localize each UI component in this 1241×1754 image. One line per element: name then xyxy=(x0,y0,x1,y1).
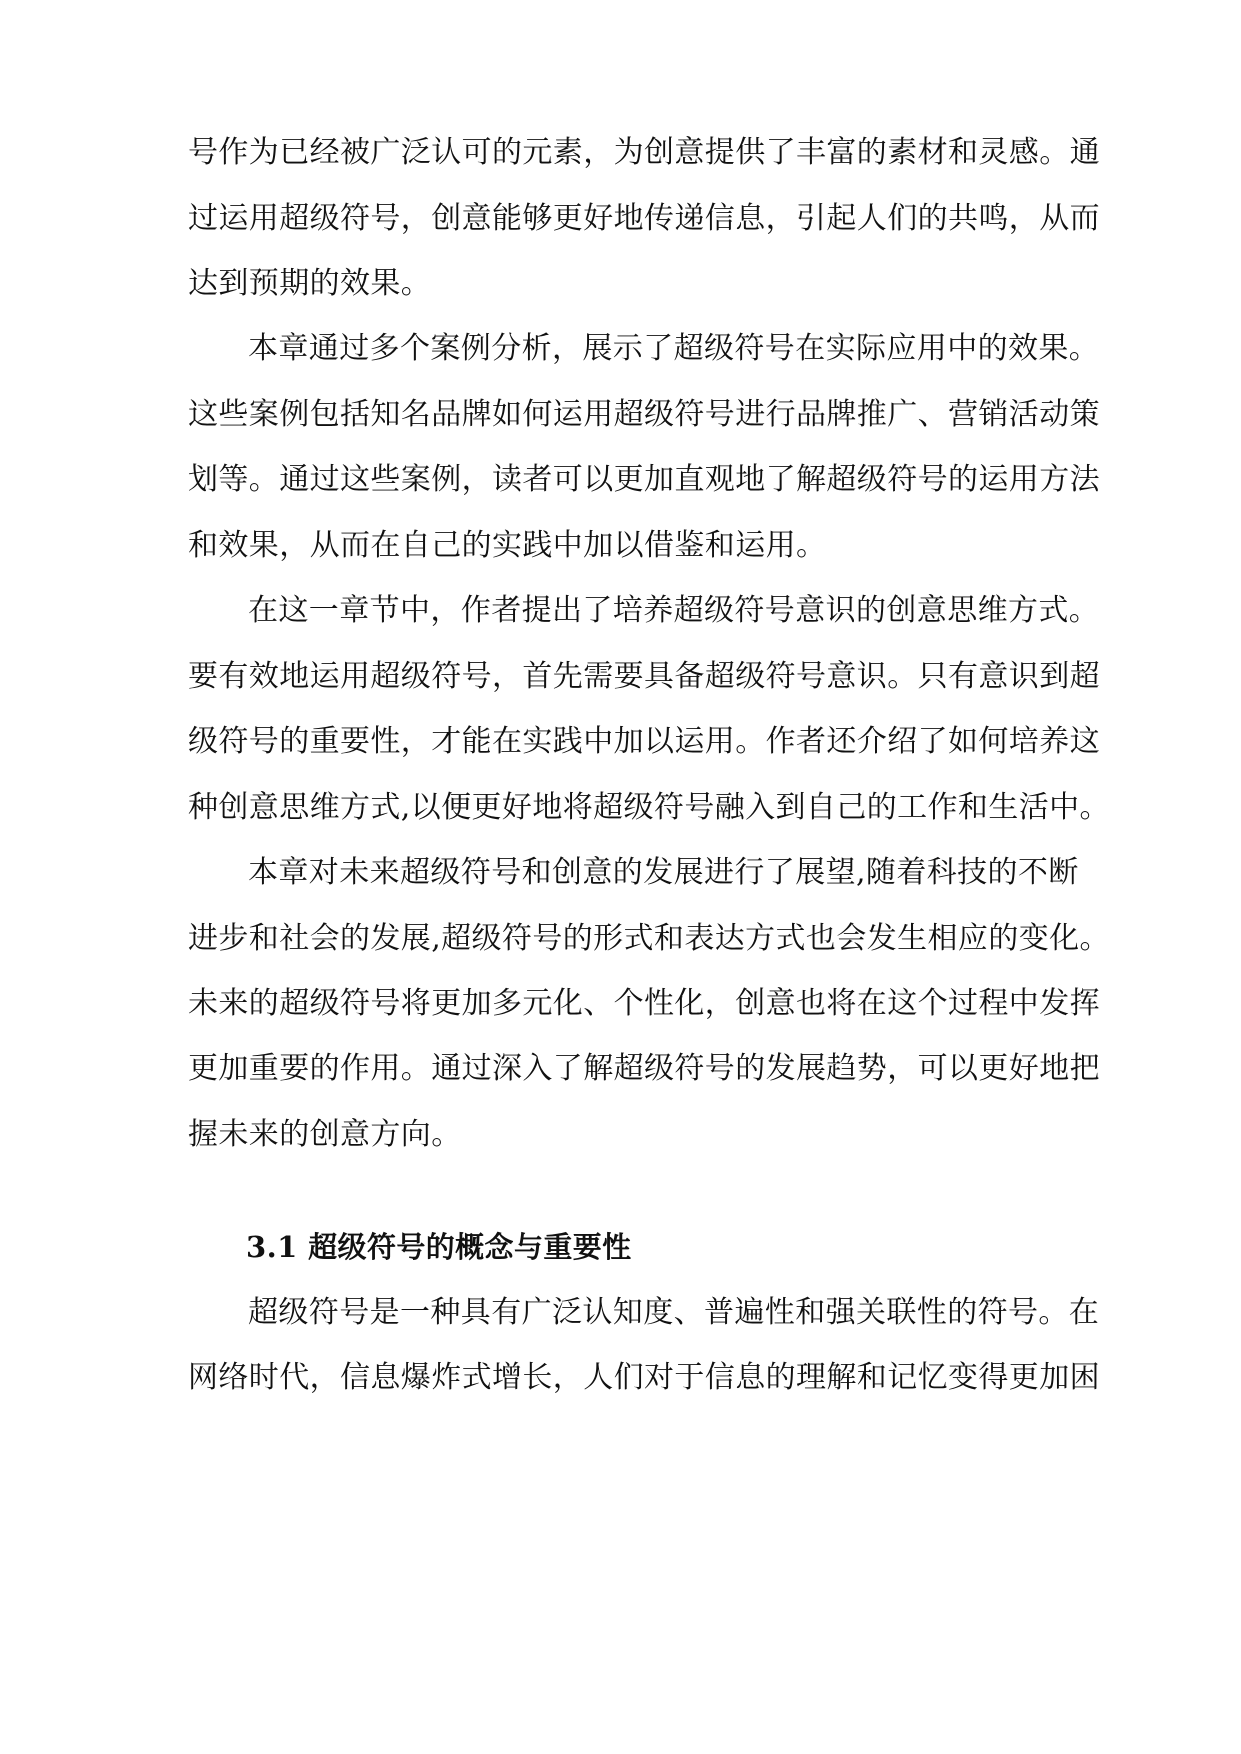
paragraph-1-line-2: 过运用超级符号，创意能够更好地传递信息，引起人们的共鸣，从而 xyxy=(188,201,1100,236)
paragraph-1-line-1: 号作为已经被广泛认可的元素，为创意提供了丰富的素材和灵感。通 xyxy=(188,135,1100,170)
section-paragraph-line-2: 网络时代，信息爆炸式增长，人们对于信息的理解和记忆变得更加困 xyxy=(188,1360,1100,1395)
paragraph-4-line-5: 握未来的创意方向。 xyxy=(188,1117,462,1152)
section-heading: 3.1 超级符号的概念与重要性 xyxy=(246,1230,632,1264)
paragraph-3-line-3: 级符号的重要性，才能在实践中加以运用。作者还介绍了如何培养这 xyxy=(188,724,1100,759)
paragraph-3-line-4: 种创意思维方式,以便更好地将超级符号融入到自己的工作和生活中。 xyxy=(188,790,1110,825)
paragraph-2-line-1: 本章通过多个案例分析，展示了超级符号在实际应用中的效果。 xyxy=(248,331,1100,366)
paragraph-4-line-2: 进步和社会的发展,超级符号的形式和表达方式也会发生相应的变化。 xyxy=(188,921,1110,956)
paragraph-4-line-4: 更加重要的作用。通过深入了解超级符号的发展趋势，可以更好地把 xyxy=(188,1051,1100,1086)
paragraph-2-line-2: 这些案例包括知名品牌如何运用超级符号进行品牌推广、营销活动策 xyxy=(188,397,1100,432)
paragraph-4-line-1: 本章对未来超级符号和创意的发展进行了展望,随着科技的不断 xyxy=(248,855,1079,890)
paragraph-3-line-2: 要有效地运用超级符号，首先需要具备超级符号意识。只有意识到超 xyxy=(188,659,1100,694)
paragraph-1-line-3: 达到预期的效果。 xyxy=(188,266,432,301)
paragraph-2-line-4: 和效果，从而在自己的实践中加以借鉴和运用。 xyxy=(188,528,827,563)
paragraph-2-line-3: 划等。通过这些案例，读者可以更加直观地了解超级符号的运用方法 xyxy=(188,462,1100,497)
paragraph-3-line-1: 在这一章节中，作者提出了培养超级符号意识的创意思维方式。 xyxy=(248,593,1100,628)
section-paragraph-line-1: 超级符号是一种具有广泛认知度、普遍性和强关联性的符号。在 xyxy=(248,1295,1100,1330)
paragraph-4-line-3: 未来的超级符号将更加多元化、个性化，创意也将在这个过程中发挥 xyxy=(188,986,1100,1021)
